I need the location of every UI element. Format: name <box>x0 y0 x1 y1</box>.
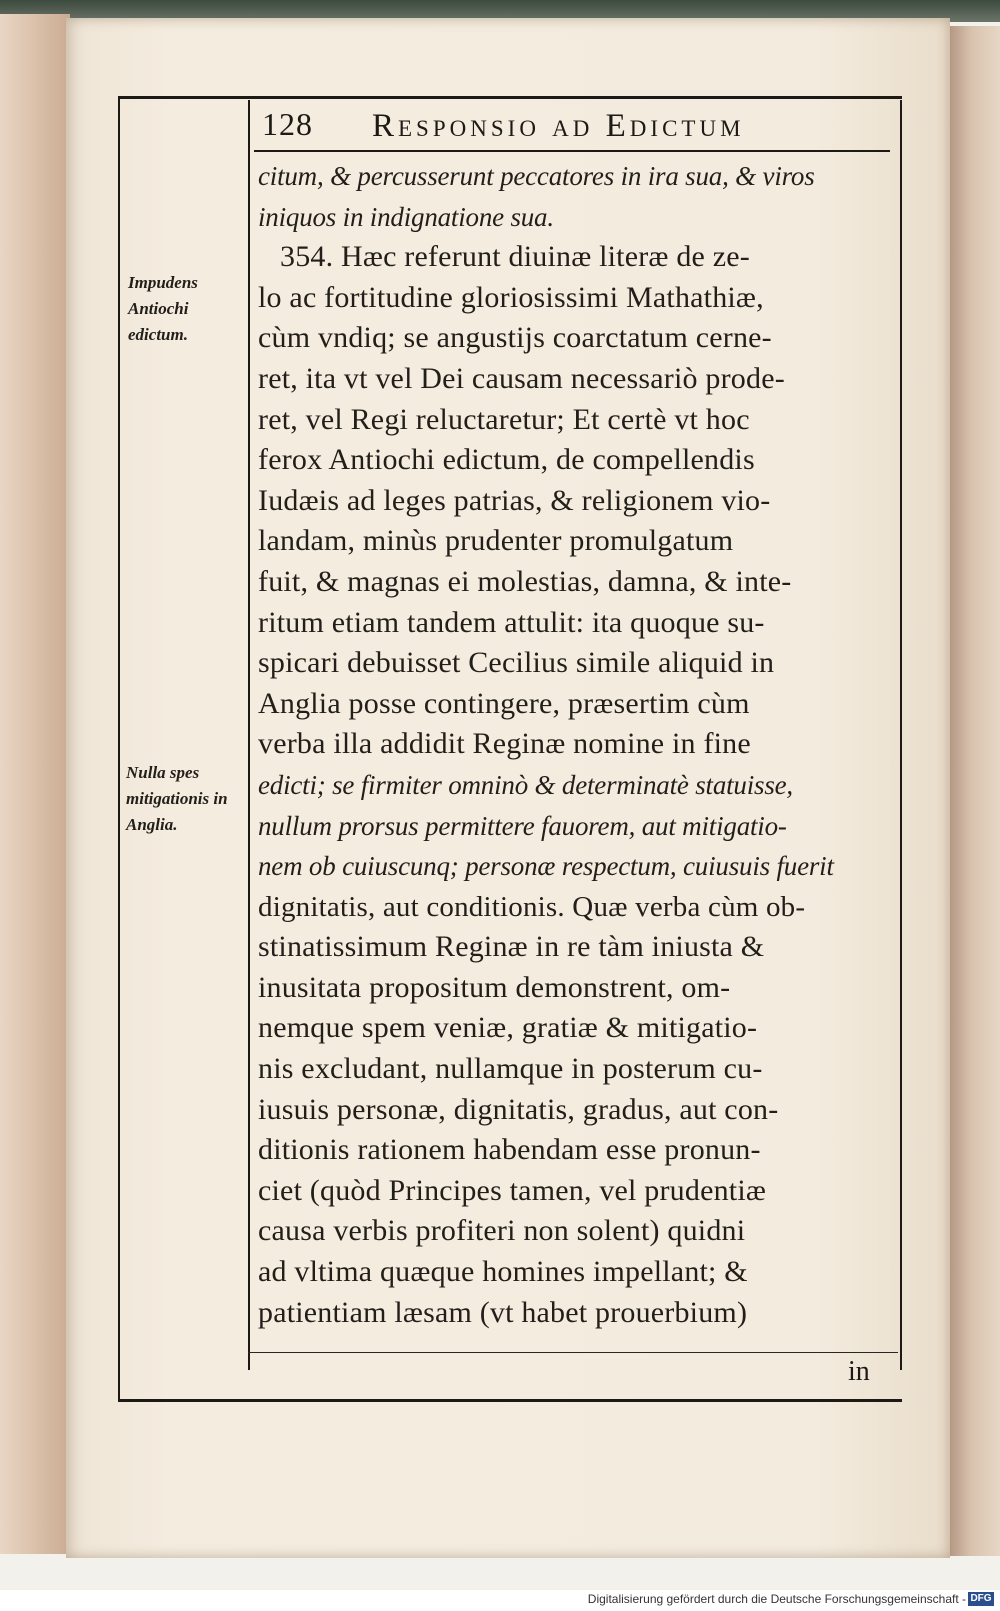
text-line: spicari debuisset Cecilius simile aliquid in <box>258 646 775 680</box>
catchword-rule <box>248 1352 898 1353</box>
page-number: 128 <box>262 106 313 142</box>
text-line: patientiam læsam (vt habet prouerbium) <box>258 1295 748 1329</box>
text-line: ret, ita vt vel Dei causam necessariò prode- <box>258 361 785 395</box>
text-line: 354. Hæc referunt diuinæ literæ de ze- <box>280 240 750 274</box>
running-head <box>254 106 890 152</box>
dfg-logo-icon: DFG <box>968 1592 994 1606</box>
catchword: in <box>848 1356 870 1387</box>
text-line: ad vltima quæque homines impellant; & <box>258 1255 748 1289</box>
text-line: inusitata propositum demonstrent, om- <box>258 970 731 1004</box>
text-line: ferox Antiochi edictum, de compellendis <box>258 443 755 477</box>
text-line: iniquos in indignatione sua. <box>258 201 554 232</box>
margin-note-nulla-spes: Nulla spes mitigationis in Anglia. <box>126 763 228 834</box>
text-line: stinatissimum Reginæ in re tàm iniusta & <box>258 930 765 964</box>
text-line: iusuis personæ, dignitatis, gradus, aut con- <box>258 1092 779 1126</box>
text-line: ciet (quòd Principes tamen, vel prudentiæ <box>258 1173 767 1207</box>
text-line: lo ac fortitudine gloriosissimi Mathathiæ, <box>258 280 764 314</box>
text-line: edicti; se firmiter omninò & determinatè statuisse, <box>258 769 793 800</box>
text-line: citum, & percusserunt peccatores in ira sua, & viros <box>258 161 815 191</box>
text-line: Iudæis ad leges patrias, & religionem vio- <box>258 483 771 517</box>
text-line: ret, vel Regi reluctaretur; Et certè vt hoc <box>258 402 750 436</box>
text-line: ritum etiam tandem attulit: ita quoque su- <box>258 605 765 639</box>
text-line: nemque spem veniæ, gratiæ & mitigatio- <box>258 1011 758 1045</box>
text-line: Anglia posse contingere, præsertim cùm <box>258 686 750 720</box>
text-line: nem ob cuiuscunq; personæ respectum, cuiusuis fuerit <box>258 851 834 882</box>
footer-credit: Digitalisierung gefördert durch die Deutsche Forschungsgemeinschaft - <box>587 1592 966 1606</box>
head-rule <box>254 150 890 152</box>
text-line: nis excludant, nullamque in posterum cu- <box>258 1052 763 1086</box>
text-line: cùm vndiq; se angustijs coarctatum cerne- <box>258 321 772 355</box>
text-line: ditionis rationem habendam esse pronun- <box>258 1133 761 1167</box>
text-line: verba illa addidit Reginæ nomine in fine <box>258 727 751 761</box>
running-head-title: Responsio ad Edictum <box>372 108 745 144</box>
margin-note-antiochi: Impudens Antiochi edictum. <box>128 273 198 344</box>
text-line: dignitatis, aut conditionis. Quæ verba cùm ob- <box>258 890 806 923</box>
body-text <box>258 156 890 1333</box>
text-line: fuit, & magnas ei molestias, damna, & inte- <box>258 564 792 598</box>
text-line: nullum prorsus permittere fauorem, aut mitigatio- <box>258 810 787 841</box>
text-line: causa verbis profiteri non solent) quidni <box>258 1214 746 1248</box>
text-line: landam, minùs prudenter promulgatum <box>258 524 734 558</box>
book-edge-right <box>948 26 1000 1556</box>
book-edge-left <box>0 14 70 1554</box>
